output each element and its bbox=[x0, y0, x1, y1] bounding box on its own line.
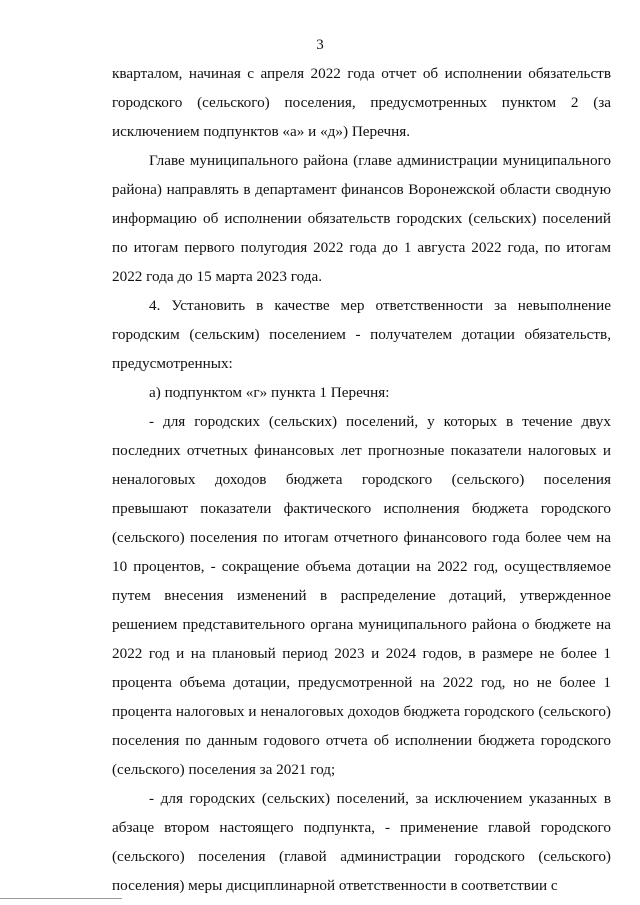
document-body bbox=[112, 59, 611, 900]
paragraph-subitem-a: а) подпунктом «г» пункта 1 Перечня: bbox=[149, 384, 390, 401]
paragraph-dash-2: - для городских (сельских) поселений, за исключением указанных в абзаце втором настоящего подпункта, - применение главой городского (сельского) поселения (главой администрации городского (сельского) поселения) меры дисциплинарной ответственности в соответствии с bbox=[112, 790, 611, 894]
paragraph-dash-1: - для городских (сельских) поселений, у которых в течение двух последних отчетных финансовых лет прогнозные показатели налоговых и неналоговых доходов бюджета городского (сельского) поселения превышают показатели фактического исполнения бюджета городского (сельского) поселения по итогам отчетного финансового года более чем на 10 процентов, - сокращение объема дотации на 2022 год, осуществляемое путем внесения изменений в распределение дотаций, утвержденное решением представительного органа муниципального района о бюджете на 2022 год и на плановый период 2023 и 2024 годов, в размере не более 1 процента объема дотации, предусмотренной на 2022 год, но не более 1 процента налоговых и неналоговых доходов бюджета городского (сельского) поселения по данным годового отчета об исполнении бюджета городского (сельского) поселения за 2021 год; bbox=[112, 413, 611, 778]
paragraph-head-reporting: Главе муниципального района (главе администрации муниципального района) направлять в департамент финансов Воронежской области сводную информацию об исполнении обязательств городских (сельских) поселений по итогам первого полугодия 2022 года до 1 августа 2022 года, по итогам 2022 года до 15 марта 2023 года. bbox=[112, 152, 611, 285]
paragraph-item-4: 4. Установить в качестве мер ответственности за невыполнение городским (сельским) поселением - получателем дотации обязательств, предусмотренных: bbox=[112, 297, 611, 372]
paragraph-continuation: кварталом, начиная с апреля 2022 года отчет об исполнении обязательств городского (сельского) поселения, предусмотренных пунктом 2 (за исключением подпунктов «а» и «д») Перечня. bbox=[112, 65, 611, 140]
footer-rule bbox=[0, 898, 122, 899]
page-number: 3 bbox=[316, 37, 324, 53]
